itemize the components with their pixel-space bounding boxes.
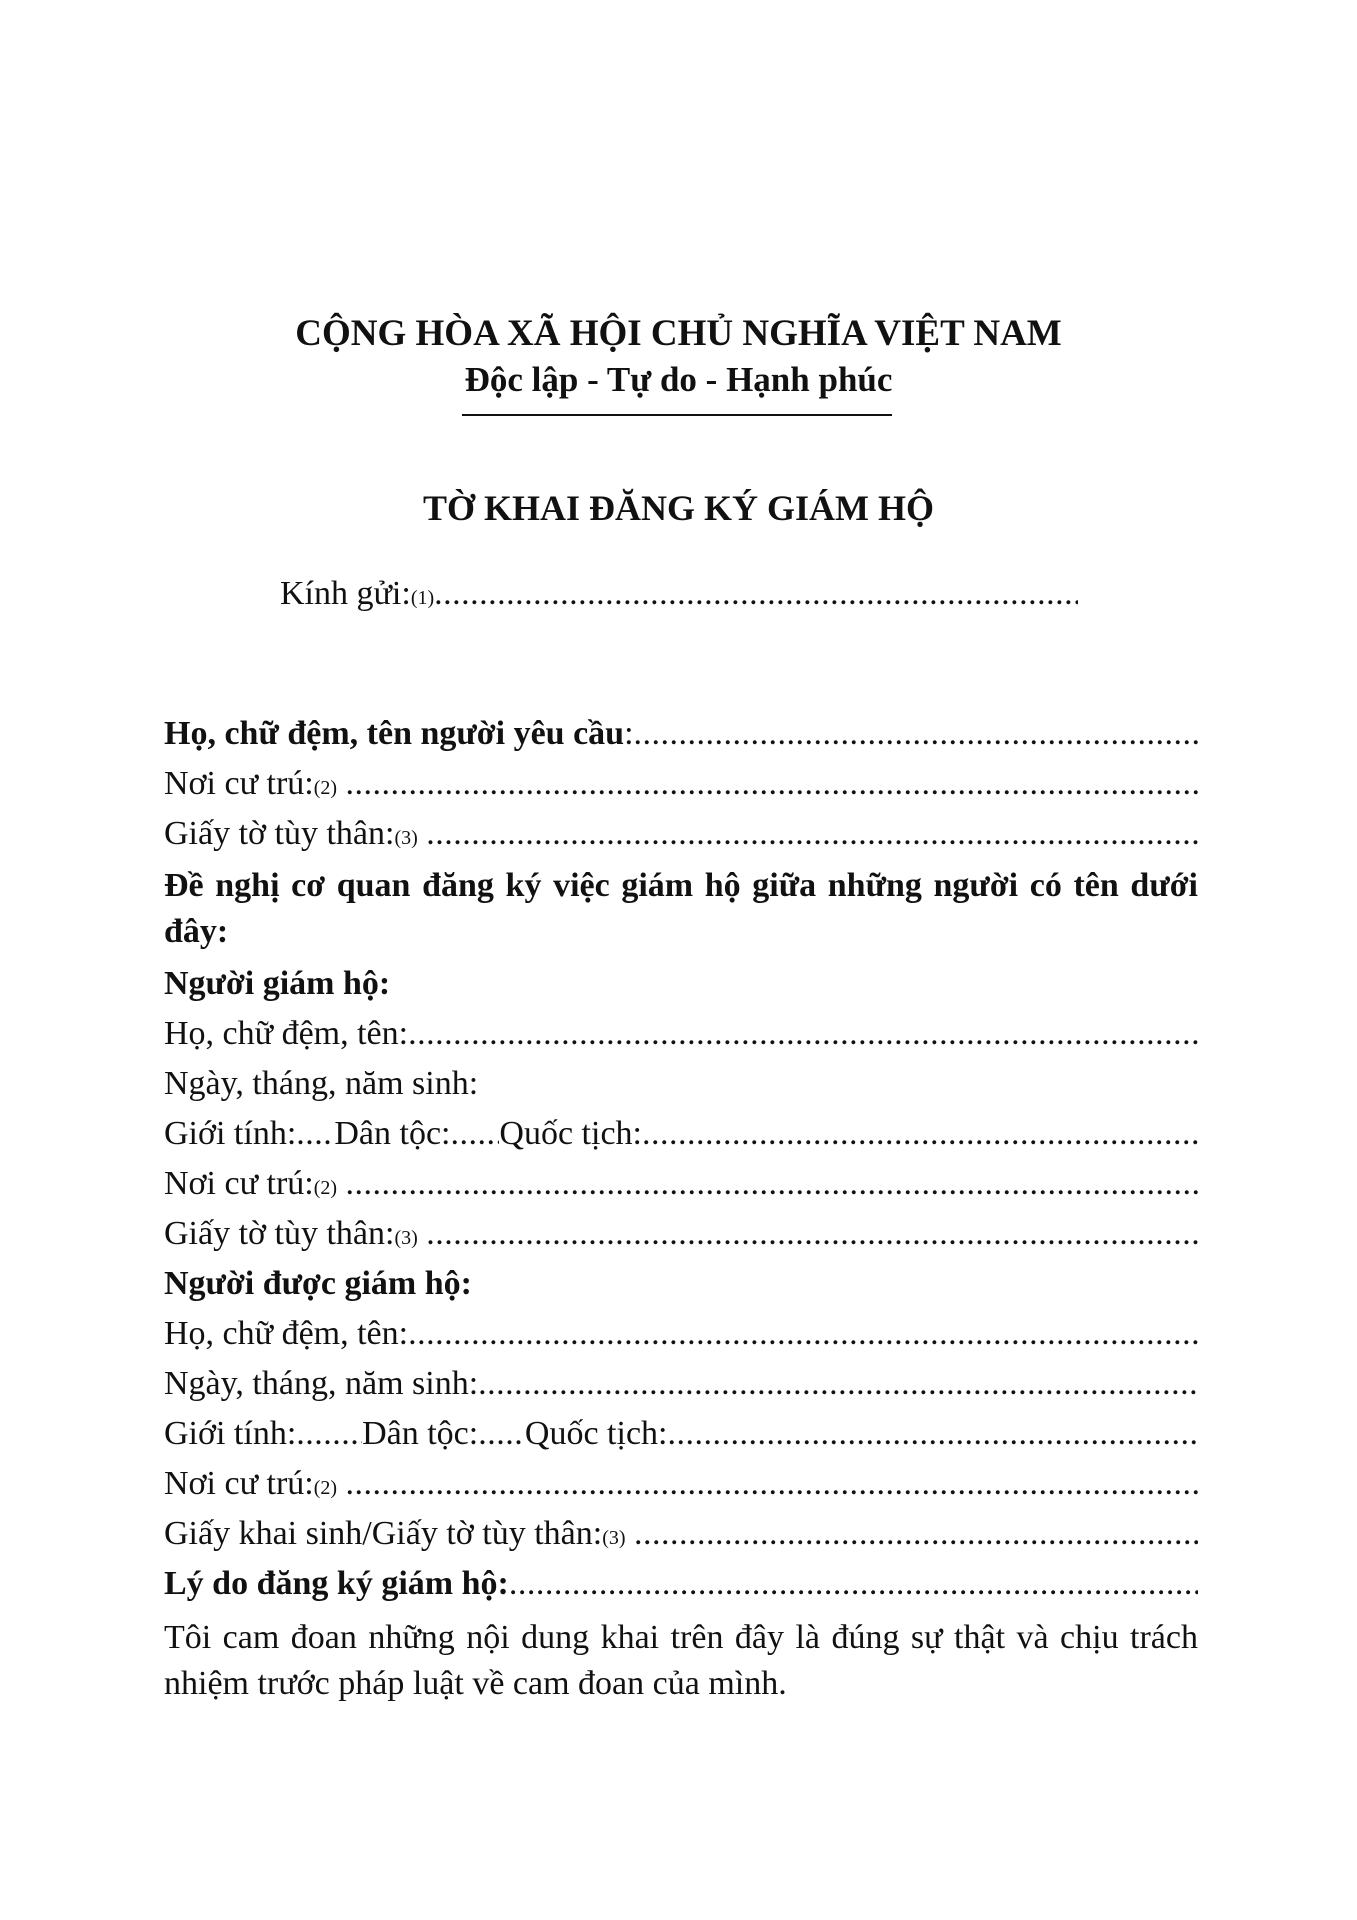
requester-residence-field[interactable]	[346, 763, 1198, 805]
ward-nationality-field[interactable]	[667, 1413, 1198, 1455]
ward-residence-row: Nơi cư trú: (2) .....	[164, 1463, 1198, 1505]
guardian-id-label: Giấy tờ tùy thân:	[164, 1215, 395, 1252]
national-title: CỘNG HÒA XÃ HỘI CHỦ NGHĨA VIỆT NAM	[295, 313, 1062, 354]
guardian-id-row: Giấy tờ tùy thân: (3) .....	[164, 1213, 1198, 1255]
guardian-dob-label: Ngày, tháng, năm sinh:	[164, 1065, 479, 1102]
ward-name-row	[164, 1313, 1198, 1355]
ward-heading-text: Người được giám hộ:	[164, 1265, 472, 1302]
ward-id-field[interactable]	[634, 1513, 1198, 1555]
guardian-gender-field[interactable]	[296, 1113, 334, 1155]
reason-row	[164, 1563, 1198, 1605]
recipient-row: Kính gửi: (1) .....	[280, 573, 1078, 615]
motto-container	[0, 360, 1357, 400]
guardian-heading	[164, 963, 1198, 1005]
guardian-residence-field[interactable]	[346, 1163, 1198, 1205]
guardian-ethnicity-field[interactable]	[451, 1113, 500, 1155]
guardian-nationality-field[interactable]	[642, 1113, 1198, 1155]
motto-underline	[462, 414, 892, 416]
requester-name-label: Họ, chữ đệm, tên người yêu cầu	[164, 715, 625, 752]
guardian-name-label: Họ, chữ đệm, tên:	[164, 1015, 409, 1052]
ward-name-field[interactable]	[408, 1313, 1198, 1355]
guardian-nationality-label: Quốc tịch:	[499, 1115, 642, 1152]
requester-residence-row: Nơi cư trú: (2) .....	[164, 763, 1198, 805]
ward-id-label: Giấy khai sinh/Giấy tờ tùy thân:	[164, 1515, 603, 1552]
motto: Độc lập - Tự do - Hạnh phúc	[464, 360, 893, 399]
guardian-residence-row: Nơi cư trú: (2) .....	[164, 1163, 1198, 1205]
guardian-dob-row	[164, 1063, 1198, 1105]
recipient-label: Kính gửi:	[280, 575, 411, 612]
requester-id-field[interactable]	[426, 813, 1198, 855]
requester-name-field[interactable]	[634, 713, 1198, 755]
guardian-heading-text: Người giám hộ:	[164, 965, 391, 1002]
guardian-name-row	[164, 1013, 1198, 1055]
guardian-name-field[interactable]	[408, 1013, 1198, 1055]
ward-demographics-row	[164, 1413, 1198, 1455]
requester-name-colon: :	[624, 715, 634, 752]
request-statement: Đề nghị cơ quan đăng ký việc giám hộ giữa những người có tên dưới đây:	[164, 867, 1198, 950]
guardian-ethnicity-label: Dân tộc:	[334, 1115, 451, 1152]
reason-field[interactable]	[509, 1563, 1198, 1605]
guardian-gender-label: Giới tính:	[164, 1115, 297, 1152]
ward-gender-field[interactable]	[296, 1413, 362, 1455]
ward-name-label: Họ, chữ đệm, tên:	[164, 1315, 409, 1352]
guardian-residence-label: Nơi cư trú:	[164, 1165, 314, 1202]
recipient-field[interactable]	[434, 573, 1078, 615]
ward-dob-row	[164, 1363, 1198, 1405]
requester-residence-label: Nơi cư trú:	[164, 765, 314, 802]
guardian-demographics-row	[164, 1113, 1198, 1155]
reason-label: Lý do đăng ký giám hộ:	[164, 1565, 509, 1602]
ward-heading	[164, 1263, 1198, 1305]
ward-nationality-label: Quốc tịch:	[524, 1415, 668, 1452]
requester-id-row: Giấy tờ tùy thân: (3) .....	[164, 813, 1198, 855]
requester-name-row	[164, 713, 1198, 755]
ward-ethnicity-label: Dân tộc:	[362, 1415, 479, 1452]
ward-residence-field[interactable]	[346, 1463, 1198, 1505]
declaration: Tôi cam đoan những nội dung khai trên đây là đúng sự thật và chịu trách nhiệm trước pháp luật về cam đoan của mình.	[164, 1619, 1198, 1702]
ward-gender-label: Giới tính:	[164, 1415, 297, 1452]
ward-dob-field[interactable]	[478, 1363, 1198, 1405]
ward-dob-label: Ngày, tháng, năm sinh:	[164, 1365, 479, 1402]
requester-id-label: Giấy tờ tùy thân:	[164, 815, 395, 852]
guardian-id-field[interactable]	[426, 1213, 1198, 1255]
ward-id-row: Giấy khai sinh/Giấy tờ tùy thân: (3) .....	[164, 1513, 1198, 1555]
ward-ethnicity-field[interactable]	[478, 1413, 525, 1455]
ward-residence-label: Nơi cư trú:	[164, 1465, 314, 1502]
form-title: TỜ KHAI ĐĂNG KÝ GIÁM HỘ	[422, 488, 934, 528]
